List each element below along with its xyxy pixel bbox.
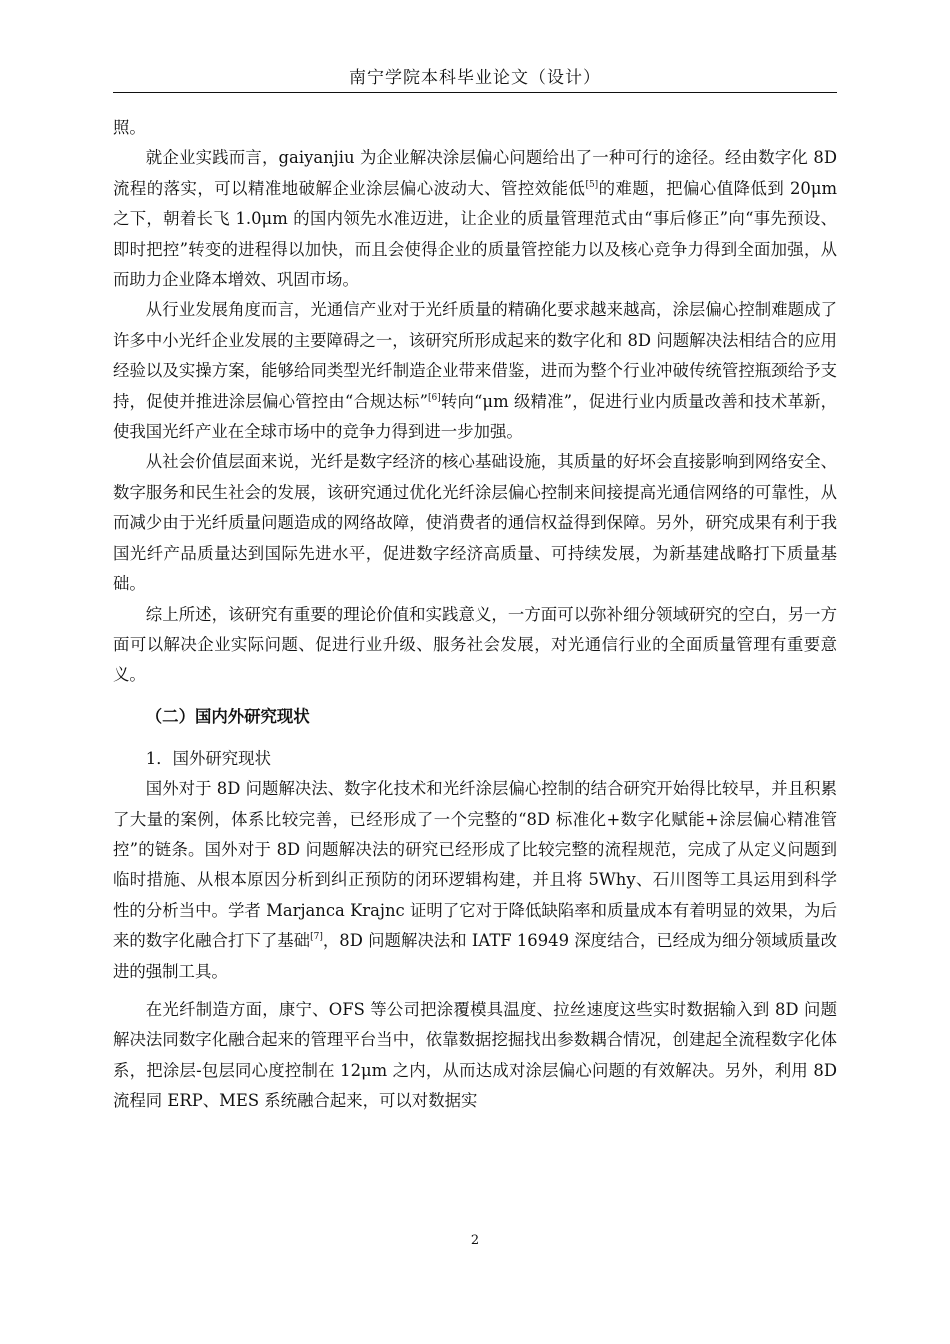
- paragraph-text: 从行业发展角度而言，光通信产业对于光纤质量的精确化要求越来越高，涂层偏心控制难题成了许多中小光纤企业发展的主要障碍之一，该研究所形成起来的数字化和 8D 问题解决法相结合的应用经验以及实操方案，能够给同类型光纤制造企业带来借鉴，进而为整个行业冲破传统管控瓶颈给予支持，促使并推进涂层偏心管控由“合规达标”: [113, 300, 837, 411]
- paragraph-text: 转向“μm 级精准”，促进行业内质量改善和技术革新，使我国光纤产业在全球市场中的竞争力得到进一步加强。: [113, 391, 837, 442]
- citation-ref: [7]: [310, 932, 323, 943]
- paragraph-text: 国外对于 8D 问题解决法、数字化技术和光纤涂层偏心控制的结合研究开始得比较早，并且积累了大量的案例，体系比较完善，已经形成了一个完整的“8D 标准化+数字化赋能+涂层偏心精准管控”的链条。国外对于 8D 问题解决法的研究已经形成了比较完整的流程规范，完成了从定义问题到临时措施、从根本原因分析到纠正预防的闭环逻辑构建，并且将 5Why、石川图等工具运用到科学性的分析当中。学者 Marjanca Krajnc 证明了它对于降低缺陷率和质量成本有着明显的效果，为后来的数字化融合打下了基础: [113, 779, 837, 951]
- paragraph-foreign-research: [113, 774, 837, 987]
- paragraph-enterprise-practice: [113, 143, 837, 295]
- page-number: 2: [470, 1233, 480, 1248]
- paragraph-industry-development: [113, 295, 837, 447]
- paragraph-social-value: 从社会价值层面来说，光纤是数字经济的核心基础设施，其质量的好坏会直接影响到网络安全、数字服务和民生社会的发展，该研究通过优化光纤涂层偏心控制来间接提高光通信网络的可靠性，从而减少由于光纤质量问题造成的网络故障，使消费者的通信权益得到保障。另外，研究成果有利于我国光纤产品质量达到国际先进水平，促进数字经济高质量、可持续发展，为新基建战略打下质量基础。: [113, 452, 837, 594]
- body-text: [113, 113, 837, 1117]
- paragraph-gap: [113, 987, 837, 995]
- running-header: 南宁学院本科毕业论文（设计）: [349, 68, 601, 88]
- subsection-heading: 1．国外研究现状: [145, 748, 271, 768]
- paragraph-fiber-manufacturing: 在光纤制造方面，康宁、OFS 等公司把涂覆模具温度、拉丝速度这些实时数据输入到 8D 问题解决法同数字化融合起来的管理平台当中，依靠数据挖掘找出参数耦合情况，创建起全流程数字化体系，把涂层-包层同心度控制在 12μm 之内，从而达成对涂层偏心问题的有效解决。另外，利用 8D 流程同 ERP、MES 系统融合起来，可以对数据实: [113, 999, 837, 1111]
- paragraph-summary: 综上所述，该研究有重要的理论价值和实践意义，一方面可以弥补细分领域研究的空白，另一方面可以解决企业实际问题、促进行业升级、服务社会发展，对光通信行业的全面质量管理有重要意义。: [113, 604, 837, 685]
- paragraph-text: 的难题，把偏心值降低到 20μm 之下，朝着长飞 1.0μm 的国内领先水准迈进，让企业的质量管理范式由“事后修正”向“事先预设、即时把控”转变的进程得以加快，而且会使得企业的质量管控能力以及核心竞争力得到全面加强，从而助力企业降本增效、巩固市场。: [113, 178, 838, 290]
- paragraph-continuation: 照。: [113, 118, 146, 137]
- paragraph-text: 就企业实践而言，gaiyanjiu 为企业解决涂层偏心问题给出了一种可行的途径。经由数字化 8D 流程的落实，可以精准地破解企业涂层偏心波动大、管控效能低: [113, 148, 837, 198]
- citation-ref: [6]: [428, 392, 441, 403]
- paragraph-text: ，8D 问题解决法和 IATF 16949 深度结合，已经成为细分领域质量改进的强制工具。: [113, 931, 837, 981]
- section-heading: （二）国内外研究现状: [145, 706, 310, 726]
- citation-ref: [5]: [585, 179, 599, 190]
- header-rule: [113, 92, 837, 93]
